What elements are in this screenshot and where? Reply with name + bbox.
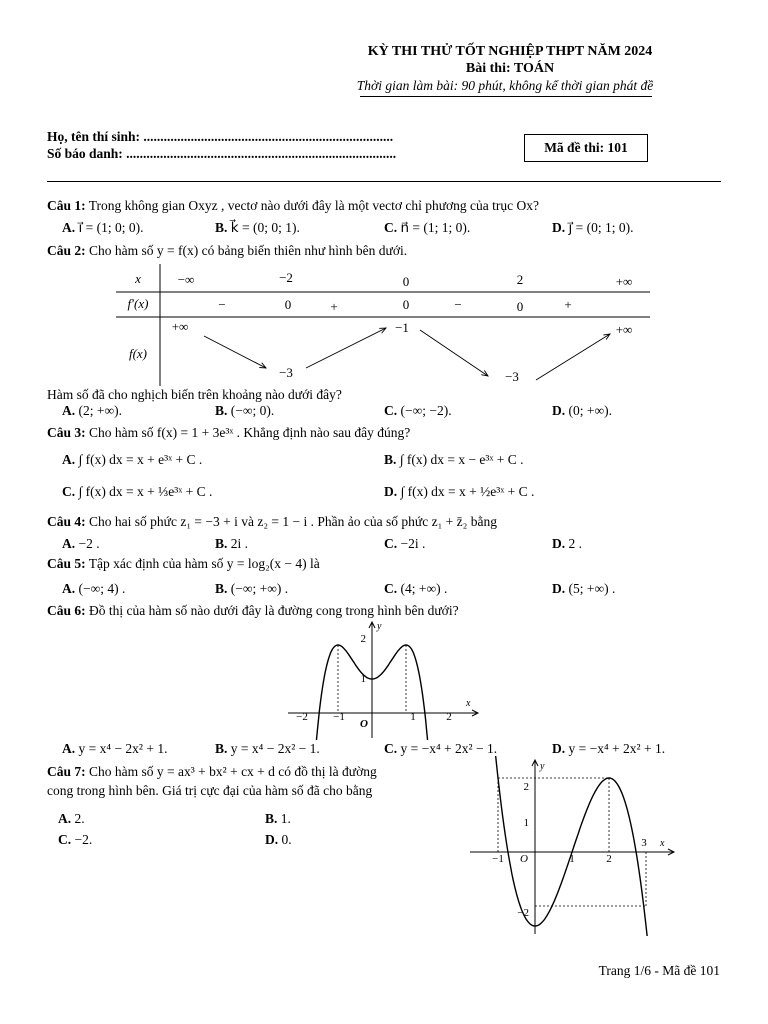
q3-option-c[interactable] (62, 484, 212, 500)
q7-option-a[interactable] (58, 811, 85, 827)
option-label: D. (552, 403, 566, 418)
option-text: (−∞; 4) . (78, 581, 126, 596)
graph-axis-x: x (660, 838, 665, 849)
option-text: −2. (74, 832, 93, 847)
option-text: y = x⁴ − 2x² + 1. (78, 741, 168, 756)
graph-tick: −1 (333, 711, 345, 723)
option-text: (−∞; +∞) . (230, 581, 289, 596)
option-text: 2 . (568, 536, 582, 551)
option-text: −2i . (400, 536, 426, 551)
table-x-label: x (135, 271, 141, 286)
option-label: C. (58, 832, 72, 847)
question-number: Câu 3: (47, 425, 86, 440)
fp-sign: 0 (402, 297, 410, 312)
option-label: C. (62, 484, 76, 499)
question-7 (47, 764, 377, 780)
graph-tick: 1 (410, 711, 416, 723)
question-6 (47, 603, 459, 619)
question-text: Cho hàm số y = ax³ + bx² + cx + d có đồ thị là đường (89, 764, 377, 779)
q1-option-a[interactable] (62, 220, 143, 236)
q6-graph (282, 618, 482, 740)
option-text: y = x⁴ − 2x² − 1. (230, 741, 320, 756)
q3-option-a[interactable] (62, 452, 202, 468)
q7-option-b[interactable] (265, 811, 291, 827)
graph-axis-y: y (540, 761, 545, 772)
option-label: A. (62, 581, 76, 596)
table-fp-label: f′(x) (127, 296, 149, 311)
option-text: (−∞; 0). (230, 403, 275, 418)
option-label: B. (215, 220, 228, 235)
option-text: (2; +∞). (78, 403, 122, 418)
page-footer: Trang 1/6 - Mã đề 101 (598, 963, 720, 978)
question-5 (47, 556, 320, 572)
option-text: (5; +∞) . (568, 581, 616, 596)
decreasing-arrow (204, 336, 266, 368)
table-f-label: f(x) (128, 346, 148, 361)
f-value: +∞ (171, 319, 189, 334)
header-underline (360, 96, 652, 97)
graph-axis-x: x (466, 698, 471, 709)
fp-sign: 0 (284, 297, 292, 312)
question-number: Câu 4: (47, 514, 86, 529)
q7-graph (466, 756, 682, 936)
graph-tick: 1 (360, 673, 366, 685)
graph-axis-y: y (377, 621, 382, 632)
decreasing-arrow (420, 330, 488, 376)
q5-option-a[interactable] (62, 581, 125, 597)
q4-option-c[interactable] (384, 536, 425, 552)
fp-sign: + (330, 299, 338, 314)
q6-option-b[interactable] (215, 741, 320, 757)
q2-option-d[interactable] (552, 403, 612, 419)
option-label: A. (62, 220, 76, 235)
option-label: A. (58, 811, 72, 826)
option-text: k⃗ = (0; 0; 1). (230, 220, 300, 235)
option-text: n⃗ = (1; 1; 0). (400, 220, 471, 235)
option-label: D. (552, 581, 566, 596)
fp-sign: − (454, 297, 462, 312)
q5-option-b[interactable] (215, 581, 288, 597)
option-label: D. (552, 741, 566, 756)
q2-option-b[interactable] (215, 403, 274, 419)
option-text: ∫ f(x) dx = x + ⅓e³ˣ + C . (78, 484, 213, 499)
option-label: C. (384, 220, 398, 235)
q1-option-c[interactable] (384, 220, 470, 236)
candidate-name-label: Họ, tên thí sinh: .......................................................................... (47, 129, 394, 144)
question-7-line2: cong trong hình bên. Giá trị cực đại của hàm số đã cho bằng (47, 783, 373, 798)
option-text: ∫ f(x) dx = x + ½e³ˣ + C . (400, 484, 535, 499)
x-value: −2 (279, 270, 293, 285)
option-text: 2. (74, 811, 85, 826)
graph-tick: 2 (360, 633, 366, 645)
question-1 (47, 198, 539, 214)
q2-option-c[interactable] (384, 403, 452, 419)
question-number: Câu 7: (47, 764, 86, 779)
option-text: i⃗ = (1; 0; 0). (78, 220, 144, 235)
option-label: A. (62, 536, 76, 551)
q3-option-d[interactable] (384, 484, 534, 500)
q2-question: Hàm số đã cho nghịch biến trên khoảng nào dưới đây? (47, 387, 342, 402)
graph-tick: −1 (492, 853, 504, 865)
option-label: B. (215, 581, 228, 596)
option-text: j⃗ = (0; 1; 0). (568, 220, 634, 235)
x-value: 0 (402, 274, 410, 289)
question-3 (47, 425, 410, 441)
graph-origin: O (520, 853, 528, 865)
q6-option-d[interactable] (552, 741, 665, 757)
option-label: B. (215, 403, 228, 418)
q4-option-d[interactable] (552, 536, 582, 552)
x-value: +∞ (615, 274, 633, 289)
q6-option-c[interactable] (384, 741, 497, 757)
option-label: D. (265, 832, 279, 847)
f-value: −1 (395, 320, 409, 335)
graph-origin: O (360, 718, 368, 730)
subject-title: Bài thi: TOÁN (465, 61, 555, 76)
option-text: ∫ f(x) dx = x − e³ˣ + C . (399, 452, 524, 467)
question-text: Cho hai số phức z₁ = −3 + i và z₂ = 1 − i . Phần ảo của số phức z₁ + z̄₂ bằng (89, 514, 497, 529)
option-label: B. (215, 536, 228, 551)
option-label: A. (62, 741, 76, 756)
exam-title: KỲ THI THỬ TỐT NGHIỆP THPT NĂM 2024 (367, 44, 653, 59)
question-text: Đồ thị của hàm số nào dưới đây là đường cong trong hình bên dưới? (89, 603, 459, 618)
question-number: Câu 1: (47, 198, 86, 213)
question-text: Trong không gian Oxyz , vectơ nào dưới đây là một vectơ chỉ phương của trục Ox? (88, 198, 540, 213)
question-text: Cho hàm số f(x) = 1 + 3e³ˣ . Khẳng định nào sau đây đúng? (89, 425, 411, 440)
option-text: 1. (280, 811, 291, 826)
f-value: +∞ (615, 322, 633, 337)
x-value: −∞ (177, 272, 195, 287)
option-label: D. (552, 220, 566, 235)
q1-option-d[interactable] (552, 220, 633, 236)
q7-option-c[interactable] (58, 832, 92, 848)
graph-tick: 2 (446, 711, 452, 723)
candidate-id-label: Số báo danh: ................................................................................ (47, 146, 397, 161)
fp-sign: 0 (516, 299, 524, 314)
question-number: Câu 2: (47, 243, 86, 258)
option-label: C. (384, 581, 398, 596)
q6-option-a[interactable] (62, 741, 167, 757)
question-number: Câu 6: (47, 603, 86, 618)
f-value: −3 (505, 369, 519, 384)
option-text: (−∞; −2). (400, 403, 452, 418)
option-label: A. (62, 452, 76, 467)
variation-table (116, 264, 650, 386)
question-text: Tập xác định của hàm số y = log₂(x − 4) là (88, 556, 320, 571)
option-label: A. (62, 403, 76, 418)
graph-tick: 2 (523, 781, 529, 793)
question-4 (47, 514, 497, 530)
option-text: ∫ f(x) dx = x + e³ˣ + C . (78, 452, 203, 467)
time-note: Thời gian làm bài: 90 phút, không kể thời gian phát đề (356, 78, 654, 93)
q4-option-b[interactable] (215, 536, 248, 552)
option-label: C. (384, 741, 398, 756)
option-label: C. (384, 403, 398, 418)
x-value: 2 (516, 272, 524, 287)
graph-tick: 3 (641, 837, 647, 849)
increasing-arrow (536, 334, 610, 380)
option-label: B. (384, 452, 397, 467)
header-divider (47, 181, 721, 182)
option-label: D. (384, 484, 398, 499)
option-label: B. (265, 811, 278, 826)
option-text: (4; +∞) . (400, 581, 448, 596)
q4-option-a[interactable] (62, 536, 100, 552)
option-text: 2i . (230, 536, 249, 551)
fp-sign: − (218, 297, 226, 312)
graph-tick: −2 (517, 907, 529, 919)
graph-tick: 2 (606, 853, 612, 865)
q3-option-b[interactable] (384, 452, 524, 468)
option-text: (0; +∞). (568, 403, 612, 418)
option-text: 0. (281, 832, 292, 847)
question-2 (47, 243, 407, 259)
option-text: y = −x⁴ + 2x² − 1. (400, 741, 498, 756)
fp-sign: + (564, 297, 572, 312)
option-label: C. (384, 536, 398, 551)
q1-option-b[interactable] (215, 220, 300, 236)
option-text: y = −x⁴ + 2x² + 1. (568, 741, 666, 756)
exam-code-box: Mã đề thi: 101 (524, 134, 648, 162)
q5-option-d[interactable] (552, 581, 615, 597)
q2-option-a[interactable] (62, 403, 122, 419)
option-label: D. (552, 536, 566, 551)
graph-tick: 1 (569, 853, 575, 865)
f-value: −3 (279, 365, 293, 380)
graph-tick: −2 (296, 711, 308, 723)
q5-option-c[interactable] (384, 581, 447, 597)
graph-tick: 1 (523, 817, 529, 829)
increasing-arrow (306, 328, 386, 368)
q7-option-d[interactable] (265, 832, 292, 848)
question-text: Cho hàm số y = f(x) có bảng biến thiên như hình bên dưới. (89, 243, 408, 258)
option-text: −2 . (78, 536, 100, 551)
option-label: B. (215, 741, 228, 756)
question-number: Câu 5: (47, 556, 86, 571)
